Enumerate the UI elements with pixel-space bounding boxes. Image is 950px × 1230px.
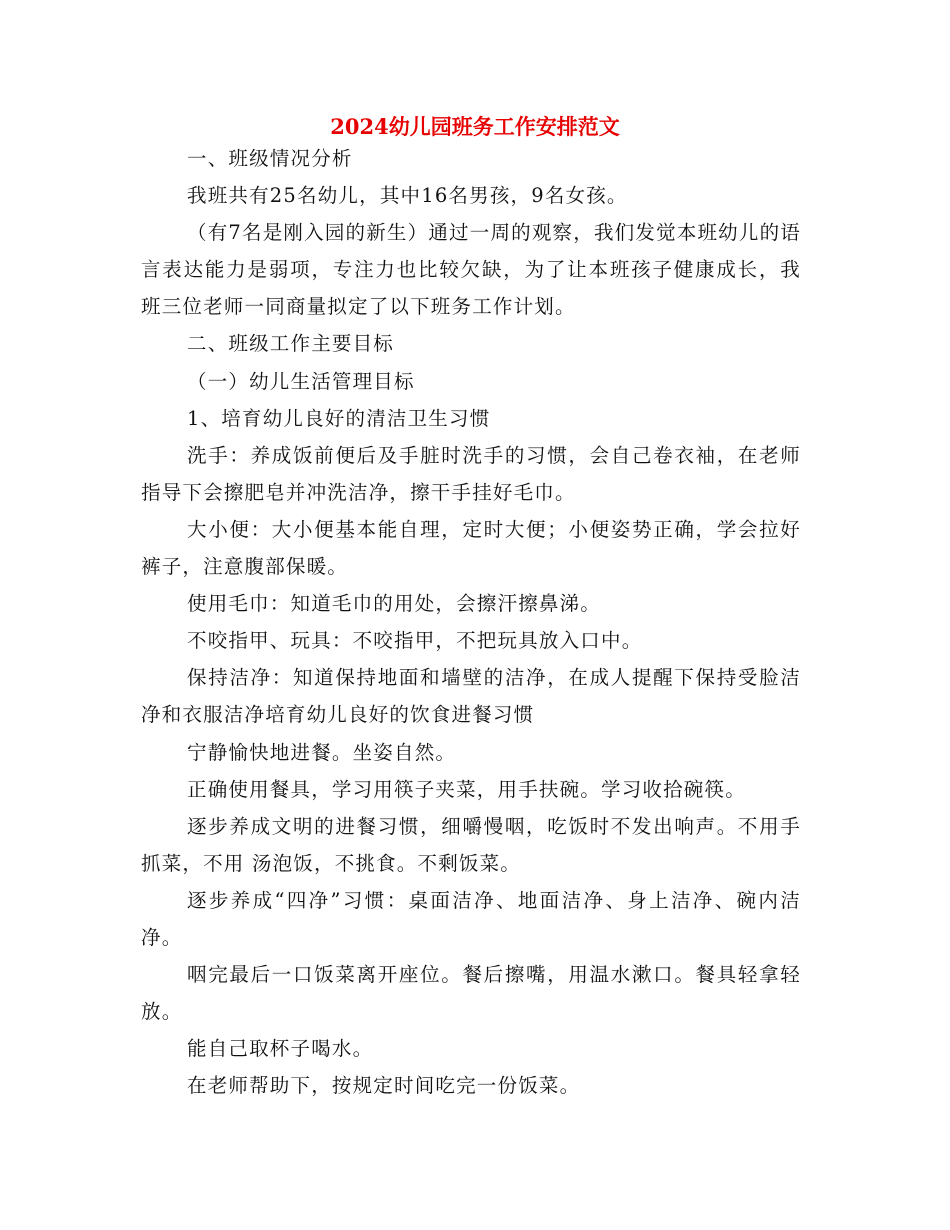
paragraph: 能自己取杯子喝水。 [187, 1037, 374, 1061]
paragraph: 咽完最后一口饭菜离开座位。餐后擦嘴，用温水漱口。餐具轻拿轻放。 [141, 963, 801, 1024]
subsection-heading-life-management: （一）幼儿生活管理目标 [187, 369, 415, 393]
section-heading-class-analysis: 一、班级情况分析 [187, 147, 353, 170]
paragraph: 我班共有25名幼儿，其中16名男孩，9名女孩。 [187, 184, 628, 208]
paragraph: 在老师帮助下，按规定时间吃完一份饭菜。 [187, 1074, 581, 1098]
document-title: 2024幼儿园班务工作安排范文 [330, 114, 620, 139]
paragraph: 逐步养成文明的进餐习惯，细嚼慢咽，吃饭时不发出响声。不用手抓菜，不用 汤泡饭，不挑食。不剩饭菜。 [141, 814, 801, 875]
paragraph: 宁静愉快地进餐。坐姿自然。 [187, 740, 457, 764]
section-heading-main-goals: 二、班级工作主要目标 [187, 332, 395, 356]
item-heading-hygiene-habits: 1、培育幼儿良好的清洁卫生习惯 [187, 406, 491, 430]
paragraph: 洗手：养成饭前便后及手脏时洗手的习惯，会自己卷衣袖，在老师指导下会擦肥皂并冲洗洁净，擦干手挂好毛巾。 [141, 443, 801, 504]
paragraph: 使用毛巾：知道毛巾的用处，会擦汗擦鼻涕。 [187, 592, 602, 616]
document-body [141, 140, 801, 1104]
paragraph: （有7名是刚入园的新生）通过一周的观察，我们发觉本班幼儿的语言表达能力是弱项，专注力也比较欠缺，为了让本班孩子健康成长，我班三位老师一同商量拟定了以下班务工作计划。 [141, 221, 801, 319]
paragraph: 正确使用餐具，学习用筷子夹菜，用手扶碗。学习收拾碗筷。 [187, 777, 746, 801]
paragraph: 大小便：大小便基本能自理，定时大便；小便姿势正确，学会拉好裤子，注意腹部保暖。 [141, 517, 801, 579]
paragraph: 不咬指甲、玩具：不咬指甲，不把玩具放入口中。 [187, 629, 643, 653]
paragraph: 保持洁净：知道保持地面和墙壁的洁净，在成人提醒下保持受脸洁净和衣服洁净培育幼儿良好的饮食进餐习惯 [141, 666, 801, 727]
paragraph: 逐步养成“四净”习惯：桌面洁净、地面洁净、身上洁净、碗内洁净。 [141, 888, 801, 949]
